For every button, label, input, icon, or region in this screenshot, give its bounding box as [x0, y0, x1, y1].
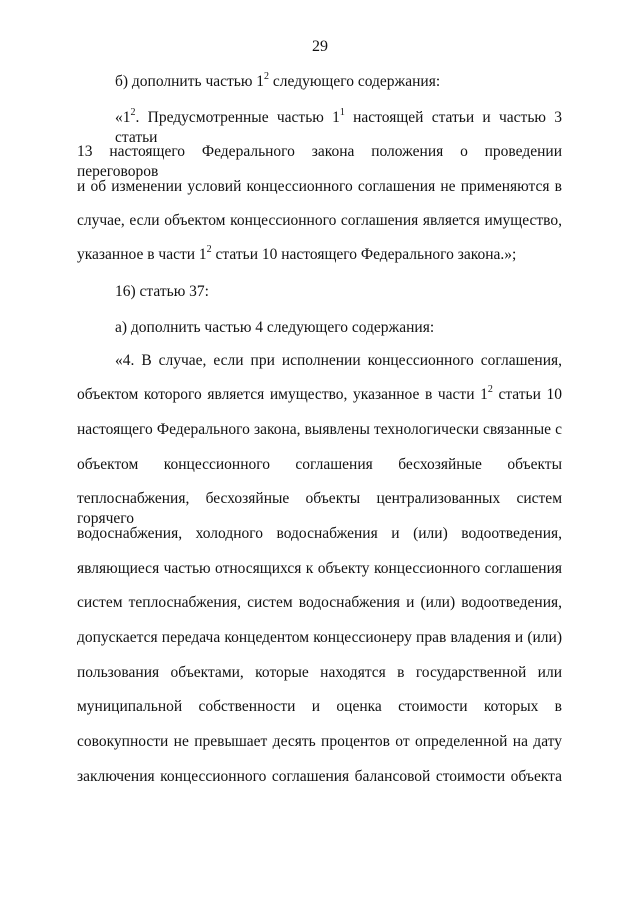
text-run: настоящей статьи и частью 3 статьи: [115, 109, 562, 146]
text-run: «1: [115, 109, 131, 126]
superscript: 1: [339, 107, 345, 118]
paragraph-line: пользования объектами, которые находятся в государственной или: [77, 664, 562, 681]
paragraph-line: являющиеся частью относящихся к объекту концессионного соглашения: [77, 560, 562, 577]
text-run: следующего содержания:: [269, 73, 441, 90]
paragraph-line: настоящего Федерального закона, выявлены технологически связанные с: [77, 421, 562, 438]
paragraph-line: совокупности не превышает десять процентов от определенной на дату: [77, 733, 562, 750]
paragraph-line: случае, если объектом концессионного соглашения является имущество,: [77, 212, 562, 229]
text-run: б) дополнить частью 1: [115, 73, 265, 90]
paragraph-line: объектом концессионного соглашения бесхозяйные объекты: [77, 456, 562, 473]
text-run: статьи 10 настоящего Федерального закона.»;: [211, 246, 517, 263]
paragraph-line: и об изменении условий концессионного соглашения не применяются в: [77, 178, 562, 195]
paragraph-line: «4. В случае, если при исполнении концессионного соглашения,: [115, 352, 562, 369]
paragraph-line: водоснабжения, холодного водоснабжения и (или) водоотведения,: [77, 525, 562, 542]
superscript: 2: [206, 244, 212, 255]
text-run: . Предусмотренные частью 1: [135, 109, 340, 126]
text-run: статьи 10: [492, 386, 562, 403]
paragraph-line: а) дополнить частью 4 следующего содержания:: [115, 319, 435, 336]
superscript: 2: [130, 107, 136, 118]
paragraph-line: 16) статью 37:: [115, 283, 209, 300]
page-number: 29: [312, 38, 328, 55]
paragraph-line: [115, 72, 562, 92]
paragraph-line: допускается передача концедентом концессионеру прав владения и (или): [77, 629, 562, 646]
text-run: объектом которого является имущество, указанное в части 1: [77, 386, 488, 403]
paragraph-line: 13 настоящего Федерального закона положения о проведении переговоров: [77, 143, 562, 180]
superscript: 2: [487, 384, 493, 395]
paragraph-line: муниципальной собственности и оценка стоимости которых в: [77, 698, 562, 715]
superscript: 2: [264, 71, 270, 82]
paragraph-line: систем теплоснабжения, систем водоснабжения и (или) водоотведения,: [77, 594, 562, 611]
paragraph-line: теплоснабжения, бесхозяйные объекты централизованных систем горячего: [77, 490, 562, 527]
paragraph-line: заключения концессионного соглашения балансовой стоимости объекта: [77, 768, 562, 785]
text-run: указанное в части 1: [77, 246, 207, 263]
paragraph-line: [77, 385, 562, 405]
paragraph-line: [77, 245, 562, 265]
